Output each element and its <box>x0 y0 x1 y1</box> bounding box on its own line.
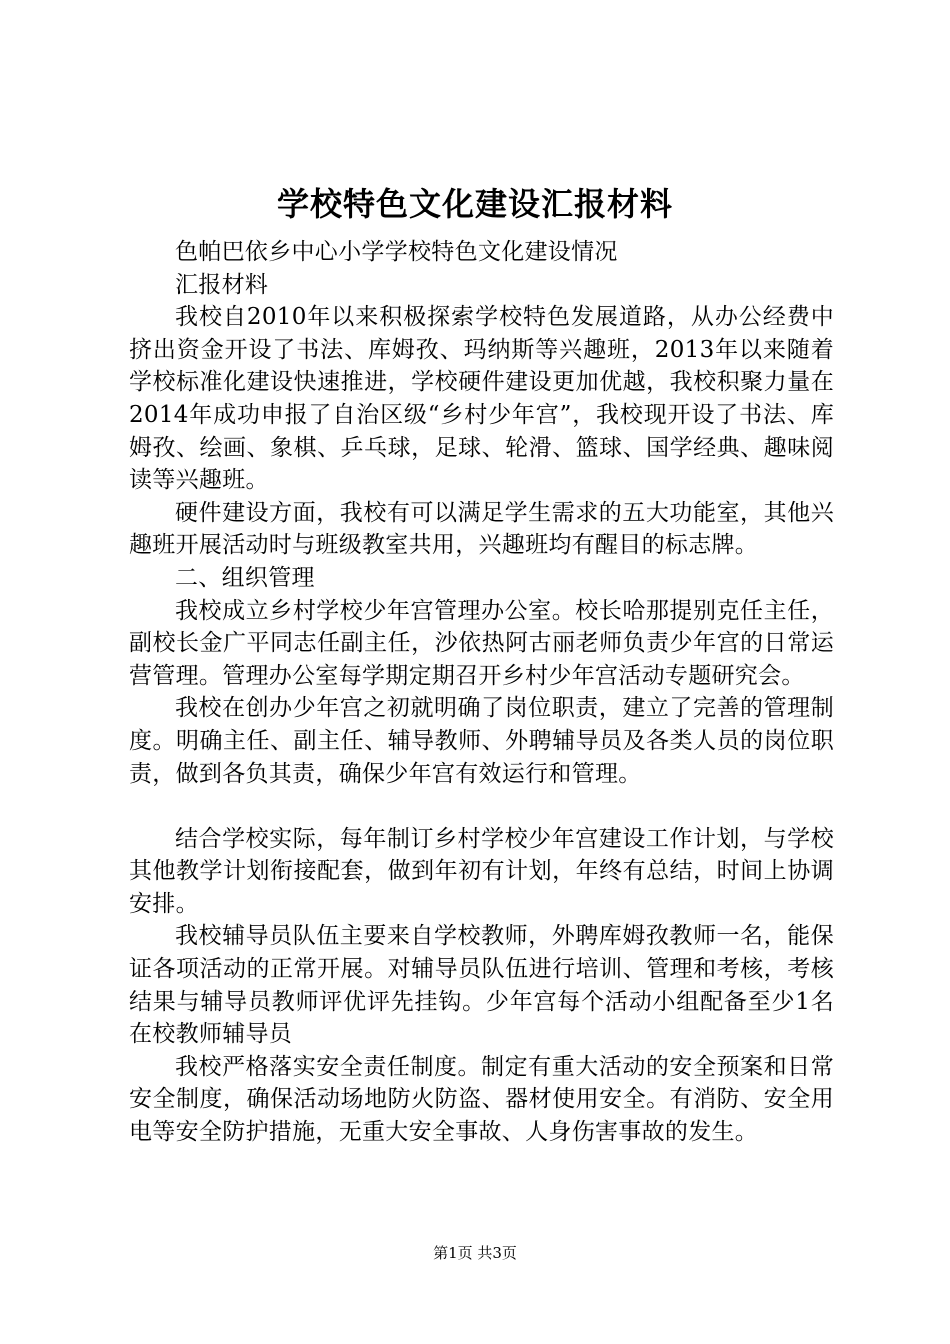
paragraph-safety: 我校严格落实安全责任制度。制定有重大活动的安全预案和日常安全制度，确保活动场地防火防盗、器材使用安全。有消防、安全用电等安全防护措施，无重大安全事故、人身伤害事故的发生。 <box>129 1053 834 1146</box>
paragraph-instructors: 我校辅导员队伍主要来自学校教师，外聘库姆孜教师一名，能保证各项活动的正常开展。对辅导员队伍进行培训、管理和考核，考核结果与辅导员教师评优评先挂钩。少年宫每个活动小组配备至少1名在校教师辅导员 <box>129 923 834 1048</box>
paragraph-hardware: 硬件建设方面，我校有可以满足学生需求的五大功能室，其他兴趣班开展活动时与班级教室共用，兴趣班均有醒目的标志牌。 <box>129 499 834 559</box>
paragraph-subtitle-cont: 汇报材料 <box>175 271 269 298</box>
paragraph-planning: 结合学校实际，每年制订乡村学校少年宫建设工作计划，与学校其他教学计划衔接配套，做到年初有计划，年终有总结，时间上协调安排。 <box>129 825 834 917</box>
document-title: 学校特色文化建设汇报材料 <box>276 185 673 223</box>
paragraph-responsibilities: 我校在创办少年宫之初就明确了岗位职责，建立了完善的管理制度。明确主任、副主任、辅导教师、外聘辅导员及各类人员的岗位职责，做到各负其责，确保少年宫有效运行和管理。 <box>129 695 834 787</box>
page-number-footer: 第1页 共3页 <box>433 1244 517 1262</box>
document-body <box>129 236 834 1149</box>
paragraph-intro: 我校自2010年以来积极探索学校特色发展道路，从办公经费中挤出资金开设了书法、库姆孜、玛纳斯等兴趣班，2013年以来随着学校标准化建设快速推进，学校硬件建设更加优越，我校积聚力量在2014年成功申报了自治区级“乡村少年宫”，我校现开设了书法、库姆孜、绘画、象棋、乒乓球，足球、轮滑、篮球、国学经典、趣味阅读等兴趣班。 <box>129 304 834 494</box>
paragraph-subtitle: 色帕巴依乡中心小学学校特色文化建设情况 <box>175 239 618 265</box>
paragraph-office: 我校成立乡村学校少年宫管理办公室。校长哈那提别克任主任，副校长金广平同志任副主任，沙依热阿古丽老师负责少年宫的日常运营管理。管理办公室每学期定期召开乡村少年宫活动专题研究会。 <box>129 597 834 689</box>
section-heading-organization: 二、组织管理 <box>175 564 315 591</box>
